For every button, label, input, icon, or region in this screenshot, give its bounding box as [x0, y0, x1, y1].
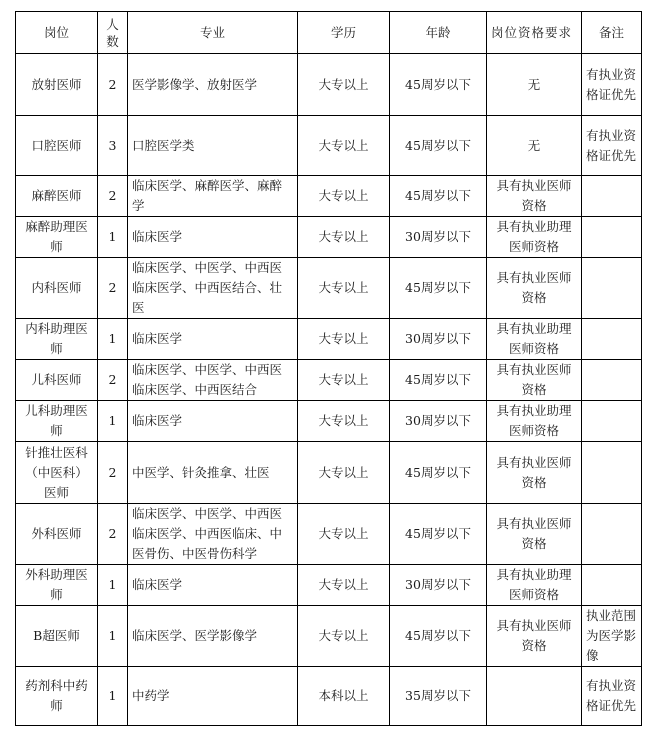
age-cell: 45周岁以下 [390, 54, 487, 116]
count-cell: 1 [98, 565, 128, 606]
header-count: 人 数 [98, 12, 128, 54]
notes-cell: 有执业资格证优先 [582, 667, 642, 726]
age-cell: 45周岁以下 [390, 116, 487, 176]
age-cell: 30周岁以下 [390, 319, 487, 360]
count-cell: 1 [98, 319, 128, 360]
age-cell: 45周岁以下 [390, 258, 487, 319]
count-cell: 1 [98, 667, 128, 726]
table-row [16, 667, 642, 726]
education-cell: 大专以上 [298, 217, 390, 258]
count-cell: 2 [98, 258, 128, 319]
age-cell: 35周岁以下 [390, 667, 487, 726]
notes-cell [582, 360, 642, 401]
age-cell: 45周岁以下 [390, 176, 487, 217]
notes-cell: 有执业资格证优先 [582, 54, 642, 116]
table-row [16, 54, 642, 116]
count-cell: 3 [98, 116, 128, 176]
position-cell: 药剂科中药师 [16, 667, 98, 726]
age-cell: 45周岁以下 [390, 606, 487, 667]
position-cell: 外科助理医师 [16, 565, 98, 606]
education-cell: 大专以上 [298, 116, 390, 176]
table-row [16, 565, 642, 606]
count-cell: 2 [98, 54, 128, 116]
notes-cell: 执业范围为医学影像 [582, 606, 642, 667]
major-cell: 临床医学 [128, 565, 298, 606]
count-cell: 2 [98, 176, 128, 217]
qualification-cell: 具有执业助理医师资格 [487, 319, 582, 360]
table-row [16, 116, 642, 176]
position-cell: 麻醉医师 [16, 176, 98, 217]
position-cell: B超医师 [16, 606, 98, 667]
table-row [16, 217, 642, 258]
major-cell: 口腔医学类 [128, 116, 298, 176]
age-cell: 30周岁以下 [390, 401, 487, 442]
education-cell: 大专以上 [298, 258, 390, 319]
notes-cell [582, 258, 642, 319]
education-cell: 大专以上 [298, 360, 390, 401]
header-qualification: 岗位资格要求 [487, 12, 582, 54]
education-cell: 大专以上 [298, 565, 390, 606]
table-body [16, 54, 642, 726]
qualification-cell: 具有执业医师资格 [487, 176, 582, 217]
qualification-cell: 具有执业医师资格 [487, 258, 582, 319]
position-cell: 放射医师 [16, 54, 98, 116]
education-cell: 本科以上 [298, 667, 390, 726]
count-cell: 2 [98, 442, 128, 504]
header-age: 年龄 [390, 12, 487, 54]
major-cell: 临床医学、医学影像学 [128, 606, 298, 667]
notes-cell: 有执业资格证优先 [582, 116, 642, 176]
age-cell: 30周岁以下 [390, 217, 487, 258]
major-cell: 临床医学 [128, 401, 298, 442]
notes-cell [582, 217, 642, 258]
major-cell: 临床医学 [128, 319, 298, 360]
education-cell: 大专以上 [298, 319, 390, 360]
table-row [16, 360, 642, 401]
table-row [16, 258, 642, 319]
notes-cell [582, 401, 642, 442]
table-row [16, 401, 642, 442]
education-cell: 大专以上 [298, 606, 390, 667]
age-cell: 45周岁以下 [390, 360, 487, 401]
position-cell: 口腔医师 [16, 116, 98, 176]
position-cell: 儿科助理医师 [16, 401, 98, 442]
major-cell: 临床医学、中医学、中西医临床医学、中西医结合 [128, 360, 298, 401]
major-cell: 医学影像学、放射医学 [128, 54, 298, 116]
table-row [16, 504, 642, 565]
qualification-cell: 具有执业医师资格 [487, 504, 582, 565]
notes-cell [582, 176, 642, 217]
education-cell: 大专以上 [298, 504, 390, 565]
count-cell: 1 [98, 217, 128, 258]
age-cell: 30周岁以下 [390, 565, 487, 606]
table-row [16, 442, 642, 504]
header-position: 岗位 [16, 12, 98, 54]
qualification-cell: 具有执业医师资格 [487, 606, 582, 667]
major-cell: 中药学 [128, 667, 298, 726]
major-cell: 临床医学、中医学、中西医临床医学、中西医结合、壮医 [128, 258, 298, 319]
major-cell: 临床医学 [128, 217, 298, 258]
major-cell: 中医学、针灸推拿、壮医 [128, 442, 298, 504]
qualification-cell: 具有执业助理医师资格 [487, 565, 582, 606]
major-cell: 临床医学、麻醉医学、麻醉学 [128, 176, 298, 217]
count-cell: 1 [98, 401, 128, 442]
age-cell: 45周岁以下 [390, 442, 487, 504]
position-cell: 儿科医师 [16, 360, 98, 401]
major-cell: 临床医学、中医学、中西医临床医学、中西医临床、中医骨伤、中医骨伤科学 [128, 504, 298, 565]
table-row [16, 176, 642, 217]
table-header-row [16, 12, 642, 54]
education-cell: 大专以上 [298, 401, 390, 442]
recruitment-table [15, 11, 642, 726]
count-cell: 2 [98, 360, 128, 401]
qualification-cell: 具有执业医师资格 [487, 360, 582, 401]
notes-cell [582, 565, 642, 606]
header-notes: 备注 [582, 12, 642, 54]
table-row [16, 319, 642, 360]
position-cell: 外科医师 [16, 504, 98, 565]
position-cell: 针推壮医科（中医科）医师 [16, 442, 98, 504]
qualification-cell: 具有执业助理医师资格 [487, 401, 582, 442]
age-cell: 45周岁以下 [390, 504, 487, 565]
notes-cell [582, 442, 642, 504]
header-education: 学历 [298, 12, 390, 54]
position-cell: 麻醉助理医师 [16, 217, 98, 258]
education-cell: 大专以上 [298, 54, 390, 116]
education-cell: 大专以上 [298, 176, 390, 217]
count-cell: 2 [98, 504, 128, 565]
header-major: 专业 [128, 12, 298, 54]
qualification-cell: 无 [487, 116, 582, 176]
count-cell: 1 [98, 606, 128, 667]
position-cell: 内科助理医师 [16, 319, 98, 360]
notes-cell [582, 504, 642, 565]
qualification-cell [487, 667, 582, 726]
table-row [16, 606, 642, 667]
position-cell: 内科医师 [16, 258, 98, 319]
education-cell: 大专以上 [298, 442, 390, 504]
qualification-cell: 具有执业助理医师资格 [487, 217, 582, 258]
notes-cell [582, 319, 642, 360]
qualification-cell: 具有执业医师资格 [487, 442, 582, 504]
qualification-cell: 无 [487, 54, 582, 116]
